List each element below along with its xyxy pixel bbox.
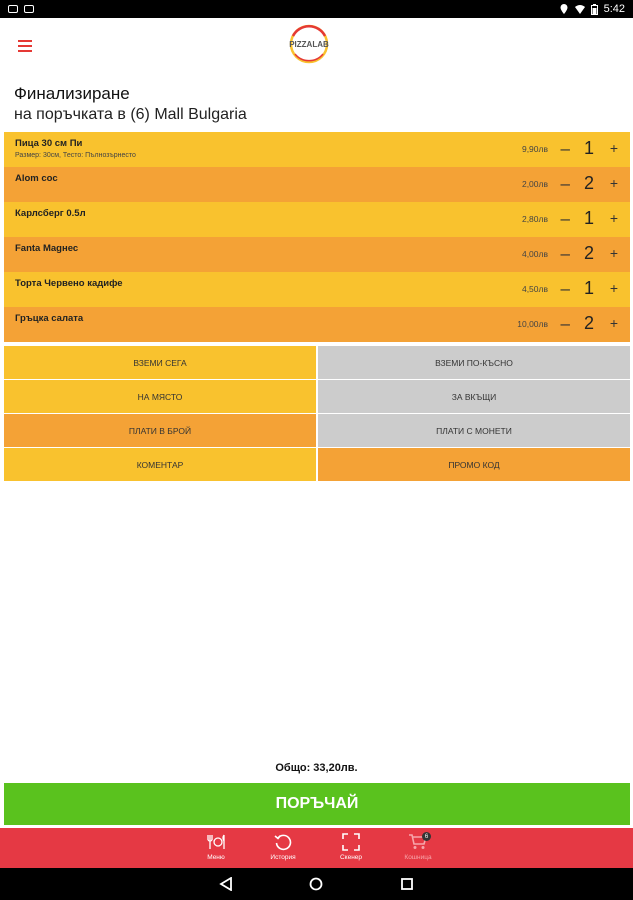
pay-coins-button[interactable]: ПЛАТИ С МОНЕТИ xyxy=(318,414,630,447)
nav-scanner[interactable] xyxy=(326,832,376,861)
pay-cash-button[interactable]: ПЛАТИ В БРОЙ xyxy=(4,414,316,447)
decrease-quantity-button[interactable]: – xyxy=(560,209,570,228)
item-name: Alom сос xyxy=(15,173,58,184)
page-subtitle: на поръчката в (6) Mall Bulgaria xyxy=(14,106,247,123)
item-name: Торта Червено кадифе xyxy=(15,278,123,289)
nav-cart[interactable] xyxy=(393,832,443,861)
comment-button[interactable]: КОМЕНТАР xyxy=(4,448,316,481)
item-quantity: 1 xyxy=(583,138,594,158)
notification-icon xyxy=(8,5,18,13)
page-title: Финализиране xyxy=(14,84,130,103)
place-order-button[interactable]: ПОРЪЧАЙ xyxy=(4,783,630,825)
status-time: 5:42 xyxy=(603,3,625,15)
order-heading xyxy=(14,84,247,124)
nav-menu-label: Меню xyxy=(207,854,225,861)
increase-quantity-button[interactable]: + xyxy=(609,245,618,261)
promo-code-button[interactable]: ПРОМО КОД xyxy=(318,448,630,481)
item-price: 4,00лв xyxy=(521,249,548,259)
increase-quantity-button[interactable]: + xyxy=(609,140,618,156)
nav-menu[interactable] xyxy=(191,832,241,861)
decrease-quantity-button[interactable]: – xyxy=(560,279,570,298)
cart-item xyxy=(4,167,630,202)
take-now-button[interactable]: ВЗЕМИ СЕГА xyxy=(4,346,316,379)
app-bar xyxy=(0,18,633,74)
back-icon[interactable] xyxy=(219,877,233,891)
item-quantity: 1 xyxy=(583,208,594,228)
pizzalab-logo xyxy=(285,23,333,65)
increase-quantity-button[interactable]: + xyxy=(609,175,618,191)
dine-in-button[interactable]: НА МЯСТО xyxy=(4,380,316,413)
status-bar xyxy=(0,0,633,18)
nav-scanner-label: Скенер xyxy=(339,854,363,861)
decrease-quantity-button[interactable]: – xyxy=(560,139,570,158)
cart-item xyxy=(4,132,630,167)
location-icon xyxy=(559,4,569,14)
battery-icon xyxy=(591,4,598,15)
order-total: Общо: 33,20лв. xyxy=(275,762,358,774)
order-options xyxy=(4,346,630,481)
recents-icon[interactable] xyxy=(400,877,414,891)
cart-count-badge: 6 xyxy=(422,832,431,841)
item-quantity: 1 xyxy=(583,278,594,298)
item-quantity: 2 xyxy=(583,313,594,333)
increase-quantity-button[interactable]: + xyxy=(609,210,618,226)
system-navigation-bar xyxy=(0,868,633,900)
cart-items-list xyxy=(4,132,630,342)
item-details: Размер: 30см, Тесто: Пълнозърнесто xyxy=(15,152,136,159)
decrease-quantity-button[interactable]: – xyxy=(560,244,570,263)
scanner-icon xyxy=(342,833,360,851)
item-price: 2,00лв xyxy=(521,179,548,189)
svg-text:PIZZALAB: PIZZALAB xyxy=(289,40,329,49)
item-quantity: 2 xyxy=(583,173,594,193)
cart-item xyxy=(4,202,630,237)
take-later-button[interactable]: ВЗЕМИ ПО-КЪСНО xyxy=(318,346,630,379)
item-price: 9,90лв xyxy=(521,144,548,154)
wifi-icon xyxy=(575,4,585,14)
decrease-quantity-button[interactable]: – xyxy=(560,174,570,193)
bottom-navigation xyxy=(0,828,633,868)
item-name: Гръцка салата xyxy=(15,313,84,324)
cart-item xyxy=(4,272,630,307)
increase-quantity-button[interactable]: + xyxy=(609,280,618,296)
item-price: 10,00лв xyxy=(517,319,548,329)
item-name: Fanta Magнес xyxy=(15,243,79,254)
item-price: 4,50лв xyxy=(521,284,548,294)
decrease-quantity-button[interactable]: – xyxy=(560,314,570,333)
item-price: 2,80лв xyxy=(521,214,548,224)
history-icon xyxy=(274,833,292,851)
app-notification-icon xyxy=(24,5,34,13)
nav-history-label: История xyxy=(270,854,296,861)
item-quantity: 2 xyxy=(583,243,594,263)
cutlery-icon xyxy=(206,834,226,850)
nav-cart-label: Кошница xyxy=(404,854,432,861)
home-icon[interactable] xyxy=(309,877,323,891)
item-name: Пица 30 см Пи xyxy=(15,138,83,149)
increase-quantity-button[interactable]: + xyxy=(609,315,618,331)
cart-item xyxy=(4,307,630,342)
cart-item xyxy=(4,237,630,272)
menu-icon[interactable] xyxy=(18,40,32,52)
nav-history[interactable] xyxy=(258,832,308,861)
item-name: Карлсберг 0.5л xyxy=(15,208,86,219)
take-home-button[interactable]: ЗА ВКЪЩИ xyxy=(318,380,630,413)
